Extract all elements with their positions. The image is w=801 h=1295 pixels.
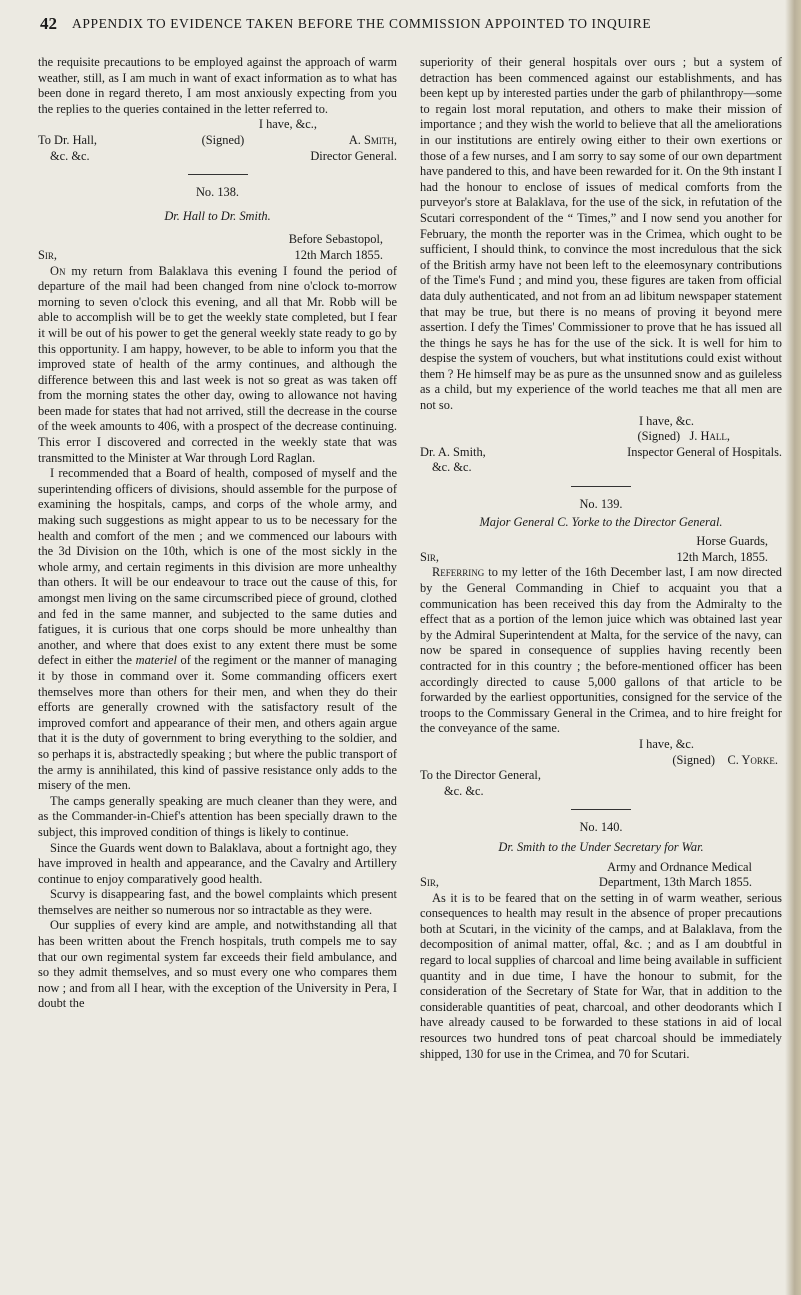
page-header: [0, 0, 801, 44]
closing: I have, &c.,: [258, 117, 317, 132]
lead-word: Referring: [432, 565, 485, 580]
addressee: Dr. A. Smith,: [420, 444, 486, 459]
signature-line: [420, 753, 782, 769]
signatory: C. Yorke.: [727, 752, 778, 767]
signed-label: (Signed): [637, 429, 681, 444]
addressee: To Dr. Hall,: [38, 132, 98, 147]
paragraph: the requisite precautions to be employed against the approach of warm weather, still, as I am much in want of exact information as to what has been done in regard thereto, I am most anxiously expecting from you the replies to the queries contained in the letter referred to.: [38, 55, 397, 116]
signature-line: [38, 149, 397, 165]
divider: [188, 174, 248, 175]
salutation: Sir,: [420, 549, 439, 564]
signatory: J. Hall,: [689, 429, 730, 444]
paragraph-text: my return from Balaklava this evening I found the period of departure of the mail had been changed from nine o'clock to-morrow morning to seven o'clock this evening, and all that Mr. Robb will be able to accomplish will be to get the weekly state completed, but I fear it will be out of his power to get the general weekly state ready to go by this opportunity. I am happy, however, to be able to inform you that the improved state of health of the army continues, and although the difference between this and last week is not so great as was taken off from the morning states the other day, owing to allowance not having been made for states that had not arrived, still the decrease in the course of the week amounts to 406, with a prospect of the decrease continuing. This error I discovered and corrected in the weekly state that was transmitted to the Minister at War through Lord Raglan.: [38, 263, 397, 465]
signatory-role: Inspector General of Hospitals.: [627, 444, 782, 459]
signed-label: (Signed): [672, 752, 716, 767]
page-edge: [785, 0, 801, 1295]
closing: I have, &c.: [638, 736, 694, 751]
letter-number: No. 138.: [195, 185, 240, 200]
paragraph: [420, 565, 782, 737]
letter-date: 12th March, 1855.: [676, 549, 768, 564]
letter-number: No. 140.: [579, 820, 623, 835]
paragraph-text: of the regiment or the manner of managing it by those in command over it. Some commanding officers exert themselves more than others for their men, and when they do their efforts are generally crowned with the satisfactory result of the improved comfort and appearance of their men, and others again argue that it is the duty of government to bring everything to the soldier, and so perhaps it is, abstractedly speaking ; but where the public transport of the army is annihilated, this kind of passive resistance only adds to the misery of the men.: [38, 653, 397, 793]
etc: &c. &c.: [432, 460, 472, 475]
letter-place: Before Sebastopol,: [288, 232, 383, 247]
letter-title: Major General C. Yorke to the Director General.: [479, 514, 723, 529]
etc: &c. &c.: [444, 783, 484, 798]
letter-place: Army and Ordnance Medical: [607, 859, 752, 874]
right-column: [420, 55, 782, 1062]
paragraph: superiority of their general hospitals over ours ; but a system of detraction has been commenced against our establishments, and has been kept up by interested parties under the garb of philanthropy—some to regain lost moral reputation, and others to make their mission of importance ; and they wish the world to believe that all the ameliorations in our institutions are entirely owing either to their own exertions or those of a few nurses, and I am sorry to say some of our own department have pandered to this, and have been rewarded for it. On the 9th instant I had the honour to enclose of issues of medical comforts from the purveyor's store at Balaklava, for the use of the sick, in refutation of the Scutari correspondent of the “ Times,” and I now send you another for February, the month the reporter was in the Crimea, which ought to be sufficient, I should think, to convince the most incredulous that the sick of the British army have not been left to the eleemosynary contributions of the Time's Fund ; and mind you, these figures are taken from official data duly authenticated, and not from an ad libitum newspaper statement that may be true, but there is no means of proving it beyond mere assertion. I defy the Times' Commissioner to prove that he has issued all the things he says he has for the use of the sick. It is well for him to despise the system of vouchers, but what institutions could exist without them ? He himself may be as pure as the unsunned snow and as guileless as a child, but my experience of the world teaches me that all men are not so.: [420, 55, 782, 413]
divider: [571, 809, 631, 810]
paragraph-text: I recommended that a Board of health, composed of myself and the superintending officers of divisions, should assemble for the purpose of examining the hospitals, camps, and corps of the whole army, and making such suggestions as might appear to us to be necessary for the health and comfort of the men ; and we commenced our labours with the 3d Division on the 10th, which is one of the most sickly in the whole army, and certain regiments in this division are more unhealthy than others. It will be our endeavour to trace out the cause of this, for amongst men living on the same circumscribed piece of ground, clothed and fed in the same manner, and subjected to the same duties and fatigues, it is curious that one corps should be more unhealthy than another, and where that does exist to any extent there must be some defect in either the: [38, 466, 397, 668]
running-head: APPENDIX TO EVIDENCE TAKEN BEFORE THE COMMISSION APPOINTED TO INQUIRE: [72, 16, 652, 31]
signature-line: [38, 133, 397, 149]
paragraph: The camps generally speaking are much cleaner than they were, and as the Commander-in-Chief's attention has been specially drawn to the subject, this improved condition of things is likely to continue.: [38, 793, 397, 839]
paragraph: Scurvy is disappearing fast, and the bowel complaints which present themselves are neither so numerous nor so intractable as they were.: [38, 887, 397, 917]
signatory-role: Director General.: [310, 148, 397, 163]
salutation: Sir,: [420, 875, 439, 890]
letter-place: Horse Guards,: [696, 534, 768, 549]
emphasis: materiel: [135, 653, 177, 668]
addressee: To the Director General,: [420, 768, 541, 783]
letter-date: 12th March 1855.: [294, 247, 383, 262]
letter-title: Dr. Hall to Dr. Smith.: [164, 208, 271, 223]
paragraph: As it is to be feared that on the setting in of warm weather, serious consequences to health may result in the absence of proper precautions both at Scutari, in the vicinity of the camps, and at Balaklava, from the decomposition of animal matter, offal, &c. ; and as I am doubtful in regard to local supplies of charcoal and lime being available in sufficient quantity and in due time, I have the honour to submit, for the consideration of the Secretary of State for War, that in addition to the considerable quantities of peat, charcoal, and other deodorants which I have already caused to be forwarded to these stations in aid of local resources two hundred tons of peat charcoal should be immediately shipped, 130 for use in the Crimea, and 70 for Scutari.: [420, 890, 782, 1061]
paragraph: [38, 466, 397, 793]
etc: &c. &c.: [50, 148, 90, 163]
left-column: [38, 55, 397, 1012]
signatory: A. Smith,: [348, 132, 397, 147]
letter-number: No. 139.: [579, 497, 623, 512]
salutation-line: [420, 875, 782, 891]
paragraph: Since the Guards went down to Balaklava, about a fortnight ago, they have improved in health and appearance, and the Cavalry and Artillery continue to enjoy comparatively good health.: [38, 840, 397, 886]
divider: [571, 486, 631, 487]
lead-word: On: [50, 263, 66, 278]
paragraph: Our supplies of every kind are ample, and notwithstanding all that has been written about the French hospitals, truth compels me to say that our own regimental system far exceeds their field ambulance, and so they admit themselves, and so must every one who compares them now ; and from all I hear, with the exception of the University in Pera, I doubt the: [38, 918, 397, 1011]
letter-title: Dr. Smith to the Under Secretary for War.: [498, 839, 704, 854]
signed-label: (Signed): [201, 132, 245, 147]
salutation: Sir,: [38, 247, 57, 262]
closing: I have, &c.: [638, 413, 694, 428]
salutation-line: [420, 550, 782, 566]
page-number: 42: [40, 14, 57, 33]
signature-line: [420, 429, 782, 445]
paragraph: [38, 264, 397, 467]
paragraph-text: to my letter of the 16th December last, I am now directed by the General Commanding in Chief to acquaint you that a communication has been received this day from the Admiralty to the effect that as a portion of the lemon juice which was obtained last year by the Admiral Superintendent at Malta, for the service of the navy, can now be spared in consequence of supplies having recently been contracted for in this country ; the before-mentioned officer has been accordingly directed to cause 5,000 gallons of that article to be forwarded by the earliest opportunities, consigned for the service of the troops to the Commissary General in the Crimea, and to hire freight for the conveyance of the same.: [420, 565, 782, 736]
letter-date: Department, 13th March 1855.: [598, 875, 752, 890]
signature-line: [420, 445, 782, 461]
salutation-line: [38, 248, 397, 264]
